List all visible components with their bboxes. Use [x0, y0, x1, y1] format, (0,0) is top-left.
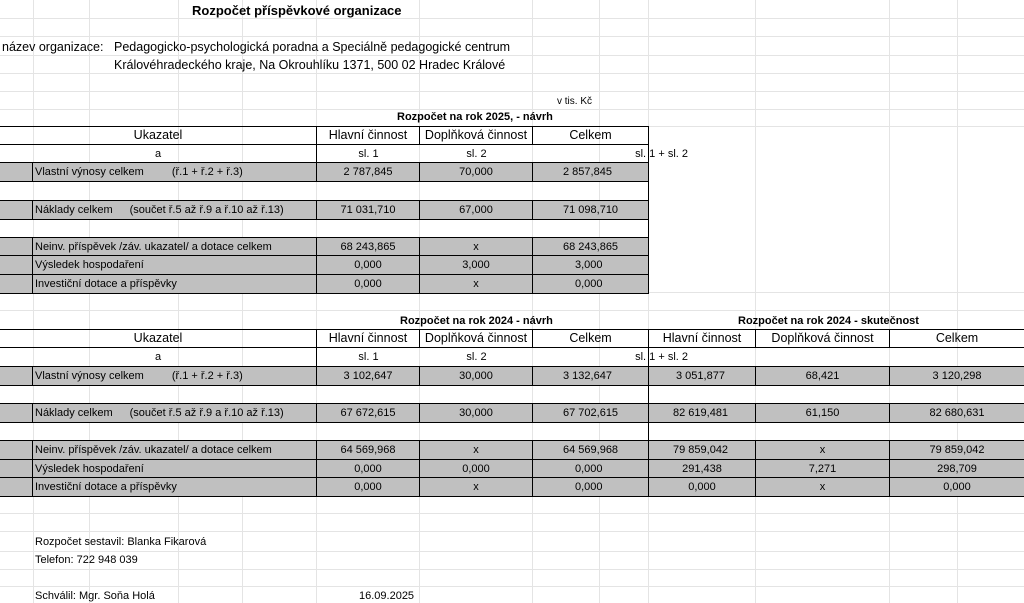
table-cell: 3 102,647: [317, 367, 420, 386]
table-cell: 0,000: [317, 275, 420, 294]
table-cell: 3 120,298: [890, 367, 1024, 386]
table-cell: 67 702,615: [533, 404, 649, 423]
table-cell: 71 031,710: [317, 201, 420, 220]
table-row-label: Vlastní výnosy celkem (ř.1 + ř.2 + ř.3): [33, 163, 317, 182]
org-label: název organizace:: [2, 40, 104, 54]
table-cell: 0,000: [420, 460, 533, 478]
table-cell: 0,000: [533, 460, 649, 478]
col-header-main-actual: Hlavní činnost: [649, 329, 756, 348]
table-cell: 298,709: [890, 460, 1024, 478]
col-header-indicator: Ukazatel: [0, 329, 317, 348]
col-header-main: Hlavní činnost: [317, 126, 420, 145]
table-cell: 79 859,042: [649, 441, 756, 460]
table-row-label: Vlastní výnosy celkem (ř.1 + ř.2 + ř.3): [33, 367, 317, 386]
unit-label: v tis. Kč: [557, 96, 593, 107]
table-cell: 30,000: [420, 367, 533, 386]
table-row-label: Náklady celkem (součet ř.5 až ř.9 a ř.10 až ř.13): [33, 201, 317, 220]
table-cell: 68 243,865: [317, 238, 420, 256]
col-header-supplementary: Doplňková činnost: [420, 329, 533, 348]
table-cell: 0,000: [533, 275, 649, 294]
table-cell: 0,000: [317, 460, 420, 478]
table-row-label: Náklady celkem (součet ř.5 až ř.9 a ř.10 až ř.13): [33, 404, 317, 423]
table-cell: 79 859,042: [890, 441, 1024, 460]
table-cell: 71 098,710: [533, 201, 649, 220]
col-header-supplementary: Doplňková činnost: [420, 126, 533, 145]
table-cell: 0,000: [317, 256, 420, 275]
col-header-total-actual: Celkem: [890, 329, 1024, 348]
table-cell: 3 051,877: [649, 367, 756, 386]
table-cell: 3 132,647: [533, 367, 649, 386]
col-header-supplementary-actual: Doplňková činnost: [756, 329, 890, 348]
subheader-sl2: sl. 2: [420, 348, 533, 367]
approval-date: 16.09.2025: [359, 590, 415, 602]
page-title: Rozpočet příspěvkové organizace: [192, 3, 402, 18]
table-2024-caption: Rozpočet na rok 2024 - návrh: [400, 315, 553, 327]
table-row-label: Výsledek hospodaření: [33, 460, 317, 478]
table-2025-caption: Rozpočet na rok 2025, - návrh: [397, 111, 553, 123]
table-cell: 2 787,845: [317, 163, 420, 182]
table-cell: x: [420, 238, 533, 256]
subheader-a: a: [0, 348, 317, 367]
subheader-sl1: sl. 1: [317, 348, 420, 367]
table-cell: 0,000: [649, 478, 756, 497]
table-cell: 61,150: [756, 404, 890, 423]
table-cell: 82 619,481: [649, 404, 756, 423]
table-cell: 68,421: [756, 367, 890, 386]
org-name-line2: Královéhradeckého kraje, Na Okrouhlíku 1371, 500 02 Hradec Králové: [114, 58, 506, 72]
subheader-a: a: [0, 145, 317, 163]
table-cell: 0,000: [890, 478, 1024, 497]
table-row-label: Investiční dotace a příspěvky: [33, 275, 317, 294]
table-cell: 2 857,845: [533, 163, 649, 182]
col-header-indicator: Ukazatel: [0, 126, 317, 145]
table-cell: 67 672,615: [317, 404, 420, 423]
table-cell: 30,000: [420, 404, 533, 423]
phone: Telefon: 722 948 039: [35, 554, 138, 566]
table-cell: 291,438: [649, 460, 756, 478]
table-cell: 3,000: [420, 256, 533, 275]
col-header-total: Celkem: [533, 126, 649, 145]
approved-by: Schválil: Mgr. Soňa Holá: [35, 590, 155, 602]
subheader-sl1: sl. 1: [317, 145, 420, 163]
table-cell: 0,000: [533, 478, 649, 497]
prepared-by: Rozpočet sestavil: Blanka Fikarová: [35, 536, 207, 548]
table-cell: x: [756, 441, 890, 460]
table-row-label: Investiční dotace a příspěvky: [33, 478, 317, 497]
table-cell: x: [756, 478, 890, 497]
table-row-label: Neinv. příspěvek /záv. ukazatel/ a dotace celkem: [33, 441, 317, 460]
table-cell: x: [420, 478, 533, 497]
subheader-sl2: sl. 2: [420, 145, 533, 163]
table-cell: 3,000: [533, 256, 649, 275]
table-cell: 68 243,865: [533, 238, 649, 256]
table-cell: 70,000: [420, 163, 533, 182]
org-name-line1: Pedagogicko-psychologická poradna a Speciálně pedagogické centrum: [114, 40, 511, 54]
table-cell: 7,271: [756, 460, 890, 478]
table-cell: 64 569,968: [533, 441, 649, 460]
subheader-sum: sl. 1 + sl. 2: [533, 145, 649, 163]
table-cell: x: [420, 275, 533, 294]
col-header-total: Celkem: [533, 329, 649, 348]
table-cell: 0,000: [317, 478, 420, 497]
table-2024-actual-caption: Rozpočet na rok 2024 - skutečnost: [738, 315, 919, 327]
table-cell: 67,000: [420, 201, 533, 220]
table-row-label: Výsledek hospodaření: [33, 256, 317, 275]
table-row-label: Neinv. příspěvek /záv. ukazatel/ a dotace celkem: [33, 238, 317, 256]
col-header-main: Hlavní činnost: [317, 329, 420, 348]
subheader-sum: sl. 1 + sl. 2: [533, 348, 649, 367]
table-cell: x: [420, 441, 533, 460]
table-cell: 82 680,631: [890, 404, 1024, 423]
table-cell: 64 569,968: [317, 441, 420, 460]
